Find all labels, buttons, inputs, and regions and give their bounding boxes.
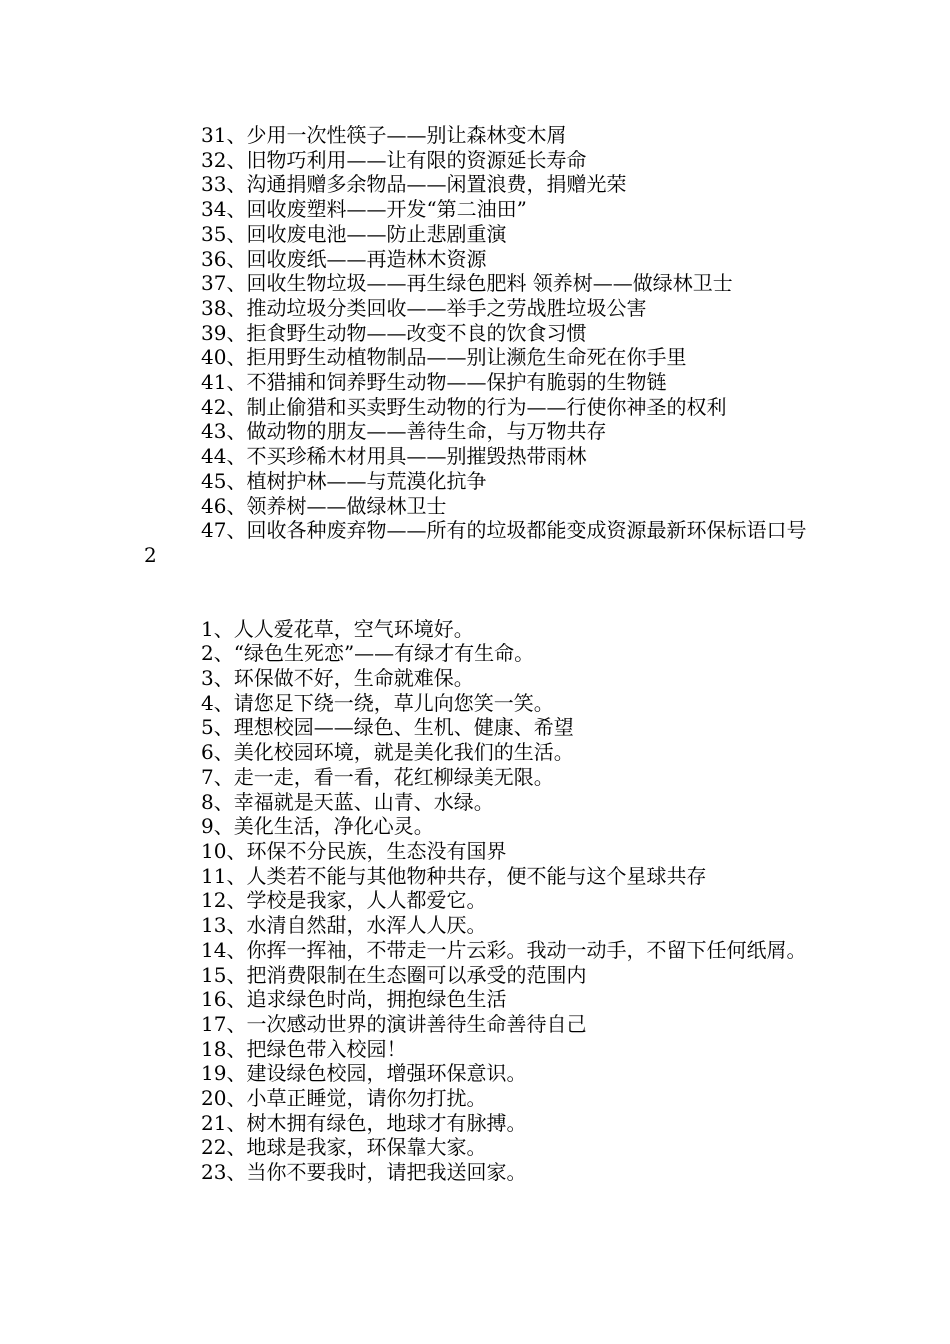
slogan-line: 10、环保不分民族，生态没有国界 [201, 838, 507, 863]
slogan-line: 7、走一走，看一看，花红柳绿美无限。 [201, 764, 554, 789]
slogan-line: 45、植树护林——与荒漠化抗争 [201, 468, 487, 493]
section-gap [144, 568, 808, 617]
slogan-line: 47、回收各种废弃物——所有的垃圾都能变成资源最新环保标语口号2 [144, 518, 807, 567]
slogan-list-section-1 [144, 123, 808, 568]
slogan-line: 43、做动物的朋友——善待生命，与万物共存 [201, 419, 607, 444]
slogan-line: 12、学校是我家，人人都爱它。 [201, 888, 487, 913]
slogan-line: 9、美化生活，净化心灵。 [201, 814, 434, 839]
slogan-line: 22、地球是我家，环保靠大家。 [201, 1135, 487, 1160]
slogan-line: 35、回收废电池——防止悲剧重演 [201, 221, 507, 246]
slogan-line: 11、人类若不能与其他物种共存，便不能与这个星球共存 [201, 863, 707, 888]
slogan-line: 44、不买珍稀木材用具——别摧毁热带雨林 [201, 444, 587, 469]
slogan-line: 5、理想校园——绿色、生机、健康、希望 [201, 715, 574, 740]
slogan-list-section-2 [144, 617, 808, 1185]
slogan-line: 13、水清自然甜，水浑人人厌。 [201, 913, 487, 938]
slogan-line: 39、拒食野生动物——改变不良的饮食习惯 [201, 320, 587, 345]
slogan-line: 20、小草正睡觉，请你勿打扰。 [201, 1086, 487, 1111]
slogan-line: 36、回收废纸——再造林木资源 [201, 246, 487, 271]
slogan-line: 41、不猎捕和饲养野生动物——保护有脆弱的生物链 [201, 370, 667, 395]
slogan-line: 15、把消费限制在生态圈可以承受的范围内 [201, 962, 587, 987]
slogan-line: 1、人人爱花草，空气环境好。 [201, 616, 474, 641]
slogan-line: 37、回收生物垃圾——再生绿色肥料 领养树——做绿林卫士 [201, 271, 733, 296]
slogan-line: 14、你挥一挥袖，不带走一片云彩。我动一动手，不留下任何纸屑。 [201, 937, 807, 962]
slogan-line: 6、美化校园环境，就是美化我们的生活。 [201, 740, 574, 765]
slogan-line: 23、当你不要我时，请把我送回家。 [201, 1160, 527, 1185]
slogan-line: 3、环保做不好，生命就难保。 [201, 666, 474, 691]
slogan-line: 8、幸福就是天蓝、山青、水绿。 [201, 789, 494, 814]
slogan-line: 19、建设绿色校园，增强环保意识。 [201, 1061, 527, 1086]
slogan-line: 4、请您足下绕一绕，草儿向您笑一笑。 [201, 690, 554, 715]
slogan-line: 38、推动垃圾分类回收——举手之劳战胜垃圾公害 [201, 295, 647, 320]
slogan-line: 16、追求绿色时尚，拥抱绿色生活 [201, 987, 507, 1012]
document-body [144, 123, 808, 1185]
slogan-line: 2、“绿色生死恋”——有绿才有生命。 [201, 641, 535, 666]
slogan-line: 40、拒用野生动植物制品——别让濒危生命死在你手里 [201, 345, 687, 370]
slogan-line: 31、少用一次性筷子——别让森林变木屑 [201, 123, 567, 147]
slogan-line: 42、制止偷猎和买卖野生动物的行为——行使你神圣的权利 [201, 394, 727, 419]
slogan-line: 32、旧物巧利用——让有限的资源延长寿命 [201, 147, 587, 172]
slogan-line: 17、一次感动世界的演讲善待生命善待自己 [201, 1011, 587, 1036]
slogan-line: 21、树木拥有绿色，地球才有脉搏。 [201, 1110, 527, 1135]
slogan-line: 18、把绿色带入校园！ [201, 1036, 407, 1061]
slogan-line: 33、沟通捐赠多余物品——闲置浪费，捐赠光荣 [201, 172, 627, 197]
slogan-line: 34、回收废塑料——开发“第二油田” [201, 197, 527, 222]
slogan-line: 46、领养树——做绿林卫士 [201, 493, 447, 518]
